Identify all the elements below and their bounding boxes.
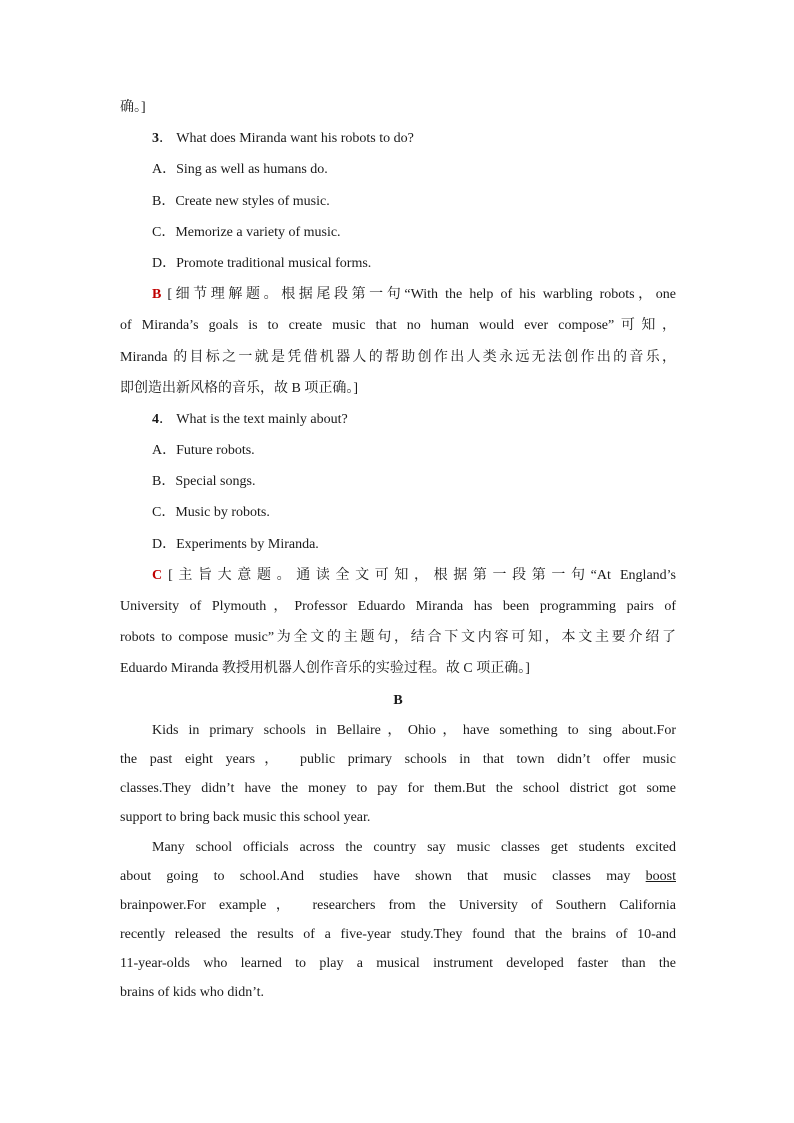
passage-line: the past eight years， public primary schools in that town didn’t offer music [120,751,676,767]
question-4-stem: 4． What is the text mainly about? [152,411,348,427]
passage-line: brains of kids who didn’t. [120,985,265,1001]
answer-explanation-line: University of Plymouth，Professor Eduardo Miranda has been programming pairs of [120,599,676,614]
option-d[interactable]: D．Experiments by Miranda. [152,536,319,552]
reading-passage [120,716,676,1008]
answer-explanation-line: of Miranda’s goals is to create music that no human would ever compose”可知， [120,318,676,334]
question-number: 4 [152,411,159,427]
option-c[interactable]: C．Memorize a variety of music. [152,224,341,240]
answer-explanation-line: 即创造出新风格的音乐，故 B 项正确。] [120,380,358,396]
question-text: What does Miranda want his robots to do? [176,131,414,147]
question-text: What is the text mainly about? [176,411,348,427]
question-number: 3 [152,131,159,147]
passage-line: Many school officials across the country say music classes get students excited [152,839,676,855]
answer-explanation-line: robots to compose music”为全文的主题句，结合下文内容可知，本文主要介绍了 [120,630,676,646]
passage-line: Kids in primary schools in Bellaire，Ohio，have something to sing about.For [152,722,676,738]
option-b[interactable]: B．Create new styles of music. [152,193,330,209]
passage-line: about going to school.And studies have shown that music classes may boost [120,868,676,884]
document-page [120,92,676,1008]
passage-line: support to bring back music this school year. [120,810,371,826]
previous-explanation-tail: 确。] [120,100,146,115]
answer-explanation-line: B [细节理解题。根据尾段第一句“With the help of his warbling robots，one [152,287,676,303]
passage-line: recently released the results of a five-year study.They found that the brains of 10-and [120,927,676,943]
answer-explanation-line: C [主旨大意题。通读全文可知，根据第一段第一句“At England’s [152,567,676,583]
passage-line: 11-year-olds who learned to play a musical instrument developed faster than the [120,956,676,972]
answer-letter: B [152,287,162,303]
option-a[interactable]: A．Sing as well as humans do. [152,162,328,178]
answer-explanation-line: Eduardo Miranda 教授用机器人创作音乐的实验过程。故 C 项正确。] [120,661,530,677]
passage-line: brainpower.For example， researchers from the University of Southern California [120,897,676,913]
passage-line: classes.They didn’t have the money to pay for them.But the school district got some [120,781,676,797]
section-title: B [393,692,403,708]
underlined-word: boost [645,868,676,884]
question-3-stem: 3． What does Miranda want his robots to do? [152,131,414,147]
option-d[interactable]: D．Promote traditional musical forms. [152,255,372,271]
answer-explanation-line: Miranda 的目标之一就是凭借机器人的帮助创作出人类永远无法创作出的音乐， [120,349,676,365]
option-b[interactable]: B．Special songs. [152,474,256,490]
option-a[interactable]: A．Future robots. [152,443,255,459]
option-c[interactable]: C．Music by robots. [152,505,270,521]
answer-letter: C [152,567,163,583]
